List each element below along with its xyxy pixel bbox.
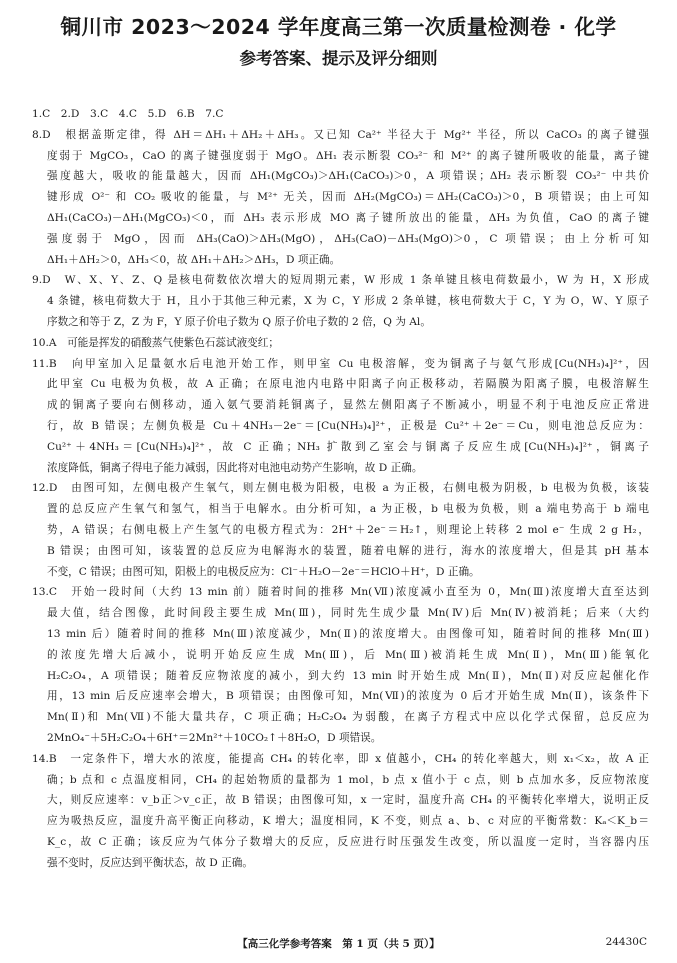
answer-line: 13 min 后）随着时间的推移 Mn(Ⅲ)浓度减少，Mn(Ⅱ)的浓度增大。由图像可知，随着时间的推移 Mn(Ⅲ) <box>47 627 649 640</box>
answer-line: Mn(Ⅱ)和 Mn(Ⅶ)不能大量共存，C 项正确；H₂C₂O₄ 为弱酸，在离子方程式中应以化学式保留，总反应为 <box>47 711 649 724</box>
answer-line: 的浓度先增大后减小，说明开始反应生成 Mn(Ⅲ)，后 Mn(Ⅲ)被消耗生成 Mn(Ⅱ)，Mn(Ⅲ)能氧化 <box>47 648 649 661</box>
answer-line: 用，13 min 后反应速率会增大，B 项错误；由图像可知，Mn(Ⅶ)的浓度为 0 后才开始生成 Mn(Ⅱ)，该条件下 <box>47 690 649 703</box>
answer-line: 键形成 O²⁻ 和 CO₂ 吸收的能量，与 M²⁺ 无关，因而 ΔH₂(MgCO₃)＝ΔH₂(CaCO₃)＞0，B 项错误；由上可知 <box>47 191 649 204</box>
answer-item <box>32 354 649 479</box>
answer-line: 不变，C 错误；由图可知，阳极上的电极反应为：Cl⁻＋H₂O－2e⁻＝HClO＋H⁺，D 正确。 <box>47 565 480 578</box>
answer-line: 此甲室 Cu 电极为负极，故 A 正确；在原电池内电路中阳离子向正极移动，若隔膜为阳离子膜，电极溶解生 <box>47 378 649 391</box>
answer-item <box>32 582 649 748</box>
footer-page-info: 【高三化学参考答案 第 1 页（共 5 页）】 <box>237 938 440 950</box>
answer-line: Cu²⁺＋4NH₃＝[Cu(NH₃)₄]²⁺，故 C 正确；NH₃ 扩散到乙室会与铜离子反应生成[Cu(NH₃)₄]²⁺，铜离子 <box>47 440 649 453</box>
answer-line: 序数之和等于 Z，Z 为 F，Y 原子价电子数为 Q 原子价电子数的 2 倍，Q 为 Al。 <box>47 315 431 328</box>
answer-line: 12.D 由图可知，左侧电极产生氧气，则左侧电极为阳极，电极 a 为正极，右侧电极为阴极，b 电极为负极，该装 <box>32 482 649 495</box>
answer-line: 大，则反应速率：v_b正＞v_c正，故 B 错误；由图像可知，x 一定时，温度升高 CH₄ 的平衡转化率增大，说明正反 <box>47 794 649 807</box>
answer-list <box>32 104 649 873</box>
answer-line: B 错误；由图可知，该装置的总反应为电解海水的装置，随着电解的进行，海水的浓度增大，但是其 pH 基本 <box>47 544 649 557</box>
answer-line: ΔH₁＋ΔH₂＞0，ΔH₃＜0，故 ΔH₁＋ΔH₂＞ΔH₃，D 项正确。 <box>47 253 341 266</box>
answer-item <box>32 333 649 354</box>
footer-code: 24430C <box>605 936 647 948</box>
answer-line: 8.D 根据盖斯定律，得 ΔH＝ΔH₁＋ΔH₂＋ΔH₃。又已知 Ca²⁺ 半径大于 Mg²⁺ 半径，所以 CaCO₃ 的离子键强 <box>32 128 649 141</box>
answer-line: 应为吸热反应，温度升高平衡正向移动，K 增大；温度相同，K 不变，则点 a、b、c 对应的平衡常数：Kₐ＜K_b＝ <box>47 815 649 828</box>
page-title: 铜川市 2023～2024 学年度高三第一次质量检测卷 · 化学 <box>60 15 617 39</box>
answer-line: 最大值，结合图像，此时间段主要生成 Mn(Ⅲ)，同时先生成少量 Mn(Ⅳ)后 Mn(Ⅳ)被消耗；后来（大约 <box>47 607 649 620</box>
answer-line: 势，A 错误；右侧电极上产生氢气的电极方程式为：2H⁺＋2e⁻＝H₂↑，则理论上转移 2 mol e⁻ 生成 2 g H₂， <box>47 523 649 536</box>
answer-line: 强不变时，反应达到平衡状态，故 D 正确。 <box>47 856 253 869</box>
answer-line: 浓度降低，铜离子得电子能力减弱，因此将对电池电动势产生影响，故 D 正确。 <box>47 461 423 474</box>
answer-line: 9.D W、X、Y、Z、Q 是核电荷数依次增大的短周期元素，W 形成 1 条单键且核电荷数最小，W 为 H，X 形成 <box>32 274 649 287</box>
page-subtitle: 参考答案、提示及评分细则 <box>239 49 438 68</box>
answer-line: 置的总反应产生氧气和氢气，相当于电解水。由分析可知，a 为正极，b 电极为负极，则 a 端电势高于 b 端电 <box>47 503 649 516</box>
answer-line: 13.C 开始一段时间（大约 13 min 前）随着时间的推移 Mn(Ⅶ)浓度减小直至为 0，Mn(Ⅲ)浓度增大直至达到 <box>32 586 649 599</box>
answer-line: H₂C₂O₄，A 项错误；随着反应物浓度的减小，到大约 13 min 时开始生成 Mn(Ⅱ)，Mn(Ⅱ)对反应起催化作 <box>47 669 649 682</box>
answer-line: 强度越大，吸收的能量越大，因而 ΔH₁(MgCO₃)＞ΔH₁(CaCO₃)＞0，A 项错误；ΔH₂ 表示断裂 CO₃²⁻ 中共价 <box>47 170 649 183</box>
answer-line: 10.A 可能是挥发的硝酸蒸气使紫色石蕊试液变红； <box>32 336 279 349</box>
answer-line: K_c，故 C 正确；该反应为气体分子数增大的反应，反应进行时压强发生改变，所以温度一定时，当容器内压 <box>47 835 649 848</box>
answer-item <box>32 749 649 874</box>
answer-line: 4 条键，核电荷数大于 H，且小于其他三种元素，X 为 C，Y 形成 2 条单键，核电荷数大于 C，Y 为 O，W、Y 原子 <box>47 295 649 308</box>
answer-item <box>32 270 649 332</box>
answer-line: 1.C 2.D 3.C 4.C 5.D 6.B 7.C <box>32 108 224 120</box>
answer-item <box>32 125 649 271</box>
answer-line: 2MnO₄⁻＋5H₂C₂O₄＋6H⁺＝2Mn²⁺＋10CO₂↑＋8H₂O，D 项错误。 <box>47 731 382 744</box>
answer-line: 度弱于 MgCO₃，CaO 的离子键强度弱于 MgO。ΔH₁ 表示断裂 CO₃²⁻ 和 M²⁺ 的离子键所吸收的能量，离子键 <box>47 149 649 162</box>
answer-line: 11.B 向甲室加入足量氨水后电池开始工作，则甲室 Cu 电极溶解，变为铜离子与氨气形成[Cu(NH₃)₄]²⁺，因 <box>32 357 649 370</box>
answer-line: 行，故 B 错误；左侧负极是 Cu＋4NH₃－2e⁻＝[Cu(NH₃)₄]²⁺，正极是 Cu²⁺＋2e⁻＝Cu，则电池总反应为： <box>47 419 649 432</box>
answer-line: 确；b 点和 c 点温度相同，CH₄ 的起始物质的量都为 1 mol，b 点 x 值小于 c 点，则 b 点加水多，反应物浓度 <box>47 773 649 786</box>
answer-line: 14.B 一定条件下，增大水的浓度，能提高 CH₄ 的转化率，即 x 值越小，CH₄ 的转化率越大，则 x₁＜x₂，故 A 正 <box>32 752 649 765</box>
answer-item <box>32 478 649 582</box>
answer-line: 成的铜离子要向右侧移动，通入氨气要消耗铜离子，显然左侧阳离子不断减小，明显不利于电池反应正常进 <box>47 399 649 412</box>
answer-item <box>32 104 649 125</box>
answer-line: ΔH₁(CaCO₃)－ΔH₁(MgCO₃)＜0，而 ΔH₃ 表示形成 MO 离子键所放出的能量，ΔH₃ 为负值，CaO 的离子键 <box>47 211 649 224</box>
answer-line: 强度弱于 MgO，因而 ΔH₃(CaO)＞ΔH₃(MgO)，ΔH₃(CaO)－ΔH₃(MgO)＞0，C 项错误；由上分析可知 <box>47 232 649 245</box>
